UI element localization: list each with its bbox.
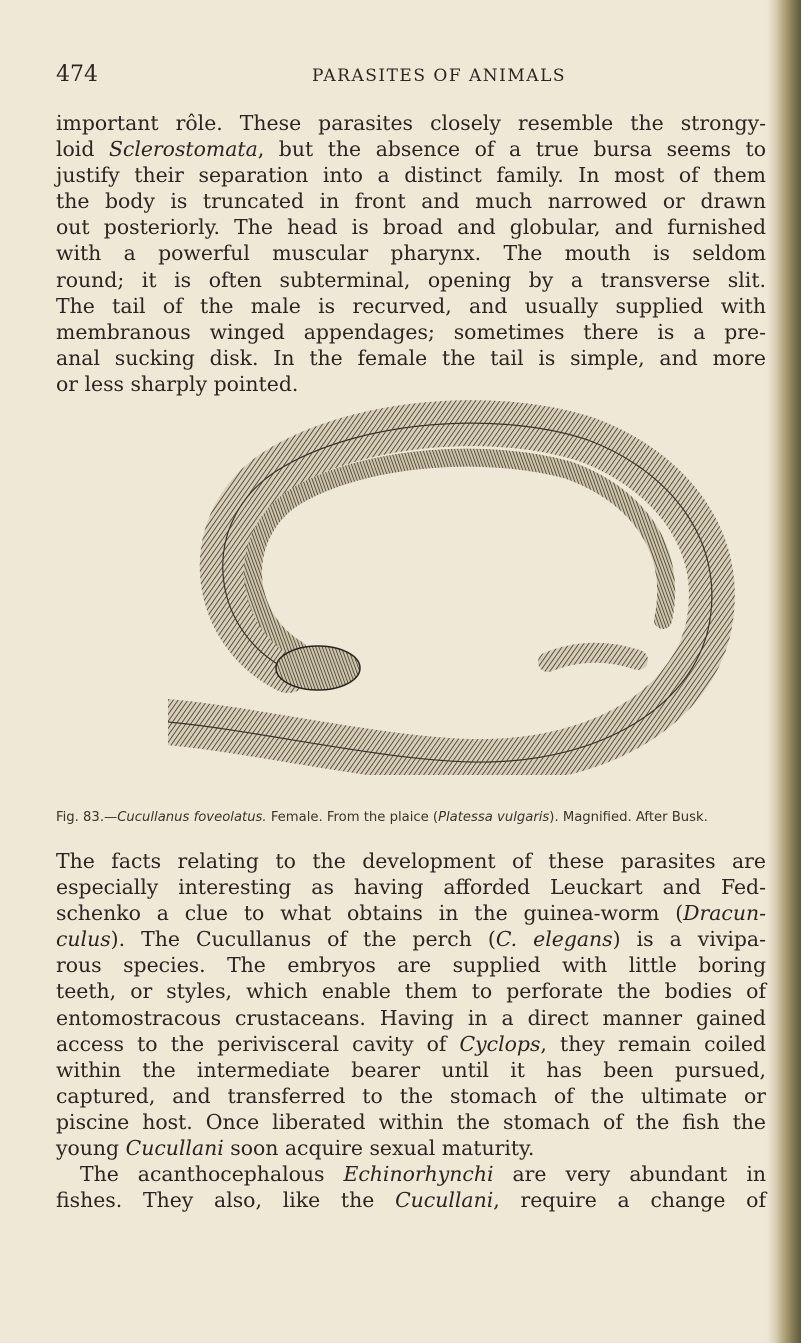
cucullanus-drawing (168, 400, 738, 775)
taxon-name: Dracun- (683, 901, 766, 926)
text-line: the body is truncated in front and much narrowed or drawn (56, 189, 766, 214)
text-line: young Cucullani soon acquire sexual maturity. (56, 1136, 535, 1161)
text-line: especially interesting as having afforded Leuckart and Fed- (56, 875, 766, 900)
text-line: within the intermediate bearer until it has been pursued, (56, 1057, 766, 1082)
worm-tail (548, 653, 638, 662)
text-line: captured, and transferred to the stomach of the ultimate or (56, 1083, 766, 1108)
running-head: PARASITES OF ANIMALS (312, 66, 567, 86)
worm-head (276, 646, 360, 690)
taxon-name: culus (56, 927, 111, 952)
worm-illustration (168, 400, 738, 775)
text-line: The tail of the male is recurved, and usually supplied with (56, 293, 766, 318)
caption-prefix: Fig. 83.— (56, 810, 118, 825)
text-line: membranous winged appendages; sometimes there is a pre- (56, 319, 766, 344)
figure-caption (56, 810, 768, 826)
caption-mid: Female. From the plaice ( (266, 810, 439, 825)
taxon-name: Cucullani (125, 1136, 224, 1161)
taxon-name: Sclerostomata (108, 137, 258, 162)
page-edge-shadow (767, 0, 801, 1343)
caption-host: Platessa vulgaris (438, 810, 550, 825)
text-line: out posteriorly. The head is broad and globular, and furnished (56, 215, 766, 240)
page-number: 474 (56, 62, 98, 87)
taxon-name: Cyclops (459, 1031, 541, 1056)
paragraph-3-cont (56, 1187, 766, 1213)
caption-species: Cucullanus foveolatus. (117, 810, 267, 825)
taxon-name: Cucullani (395, 1188, 494, 1212)
worm-inner-shading (253, 458, 666, 650)
text-line: access to the perivisceral cavity of Cyclops, they remain coiled (56, 1031, 766, 1056)
caption-suffix: ). Magnified. After Busk. (549, 810, 708, 825)
taxon-name: C. elegans (495, 927, 613, 952)
paragraph-2 (56, 848, 766, 1161)
text-line: with a powerful muscular pharynx. The mouth is seldom (56, 241, 766, 266)
text-line: fishes. They also, like the Cucullani, require a change of (56, 1188, 767, 1212)
text-line: justify their separation into a distinct family. In most of them (56, 163, 766, 188)
text-line: round; it is often subterminal, opening by a transverse slit. (56, 267, 766, 292)
taxon-name: Echinorhynchi (343, 1162, 494, 1186)
text-line: schenko a clue to what obtains in the guinea-worm (Dracun- (56, 901, 766, 926)
text-line: The facts relating to the development of these parasites are (56, 849, 766, 873)
page-header (0, 62, 801, 92)
text-line: entomostracous crustaceans. Having in a direct manner gained (56, 1005, 766, 1030)
paragraph-3 (80, 1161, 766, 1187)
text-line: important rôle. These parasites closely resemble the strongy- (56, 111, 766, 135)
text-line: anal sucking disk. In the female the tail is simple, and more (56, 345, 766, 370)
text-line: culus). The Cucullanus of the perch (C. elegans) is a vivipa- (56, 927, 766, 952)
text-line: or less sharply pointed. (56, 371, 299, 396)
paragraph-1 (56, 110, 766, 397)
text-line: piscine host. Once liberated within the stomach of the fish the (56, 1109, 766, 1134)
text-line: loid Sclerostomata, but the absence of a true bursa seems to (56, 137, 766, 162)
text-line: rous species. The embryos are supplied with little boring (56, 953, 766, 978)
text-line: The acanthocephalous Echinorhynchi are very abundant in (80, 1162, 766, 1186)
text-line: teeth, or styles, which enable them to perforate the bodies of (56, 979, 766, 1004)
